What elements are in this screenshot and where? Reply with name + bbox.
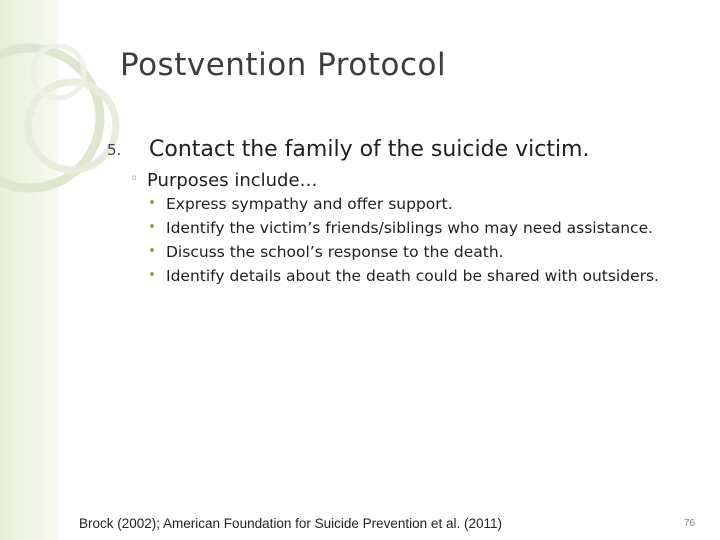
bullet-text: Identify details about the death could be shared with outsiders. [166, 267, 659, 285]
sub-item-text: Purposes include… [147, 170, 318, 191]
bullet-dot-icon [150, 272, 154, 276]
bullet-dot-icon [150, 200, 154, 204]
citation-footer: Brock (2002); American Foundation for Suicide Prevention et al. (2011) [79, 516, 502, 531]
bullet-text: Identify the victim’s friends/siblings who may need assistance. [166, 219, 654, 237]
item-number: 5. [107, 141, 122, 159]
hollow-bullet-icon: ◦ [130, 171, 139, 187]
decorative-circles [0, 0, 150, 260]
bullet-dot-icon [150, 224, 154, 228]
bullet-dot-icon [150, 248, 154, 252]
bullet-text: Discuss the school’s response to the death. [166, 243, 504, 261]
item-text: Contact the family of the suicide victim. [149, 137, 590, 162]
bullet-text: Express sympathy and offer support. [166, 195, 453, 213]
slide-title: Postvention Protocol [120, 47, 447, 83]
page-number: 76 [684, 518, 696, 529]
